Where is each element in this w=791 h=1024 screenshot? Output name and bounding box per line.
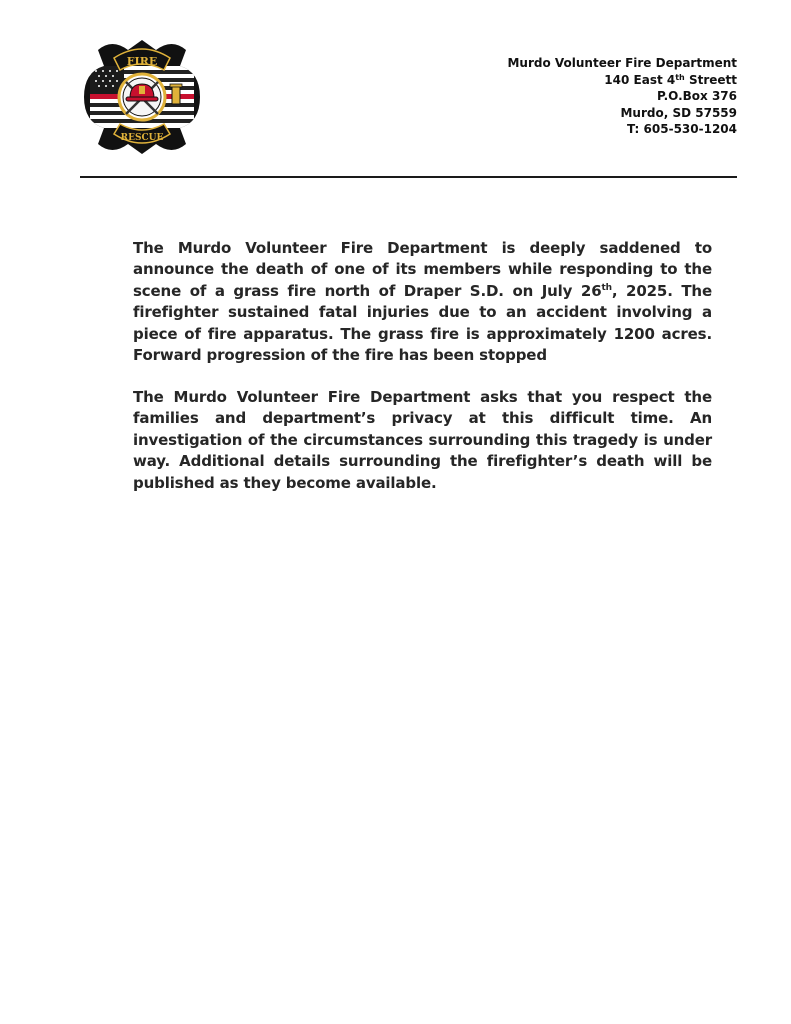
announcement-paragraph-2: The Murdo Volunteer Fire Department asks that you respect the families and department’s privacy at this difficult time. An investigation of the circumstances surrounding this tragedy is under way. Additional details surrounding the firefighter’s death will be published as they become available. [133, 388, 712, 492]
maltese-cross-icon [80, 36, 204, 158]
fire-rescue-logo [80, 36, 204, 158]
organization-name: Murdo Volunteer Fire Department [507, 56, 737, 70]
logo-top-text: FIRE [126, 55, 158, 68]
po-box: P.O.Box 376 [656, 89, 737, 104]
street-address: 140 East 4th Streett [604, 72, 737, 87]
announcement-paragraph-1: The Murdo Volunteer Fire Department is deeply saddened to announce the death of one of its members while responding to the scene of a grass fire north of Draper S.D. on July 26th, 2025. The firefighter sustained fatal injuries due to an accident involving a piece of fire apparatus. The grass fire is approximately 1200 acres. Forward progression of the fire has been stopped [133, 239, 712, 365]
phone-number: T: 605-530-1204 [627, 122, 737, 137]
logo-bottom-text: RESCUE [120, 133, 164, 143]
letterhead-address [507, 55, 737, 138]
city-state-zip: Murdo, SD 57559 [620, 105, 737, 120]
header-divider [80, 176, 737, 178]
